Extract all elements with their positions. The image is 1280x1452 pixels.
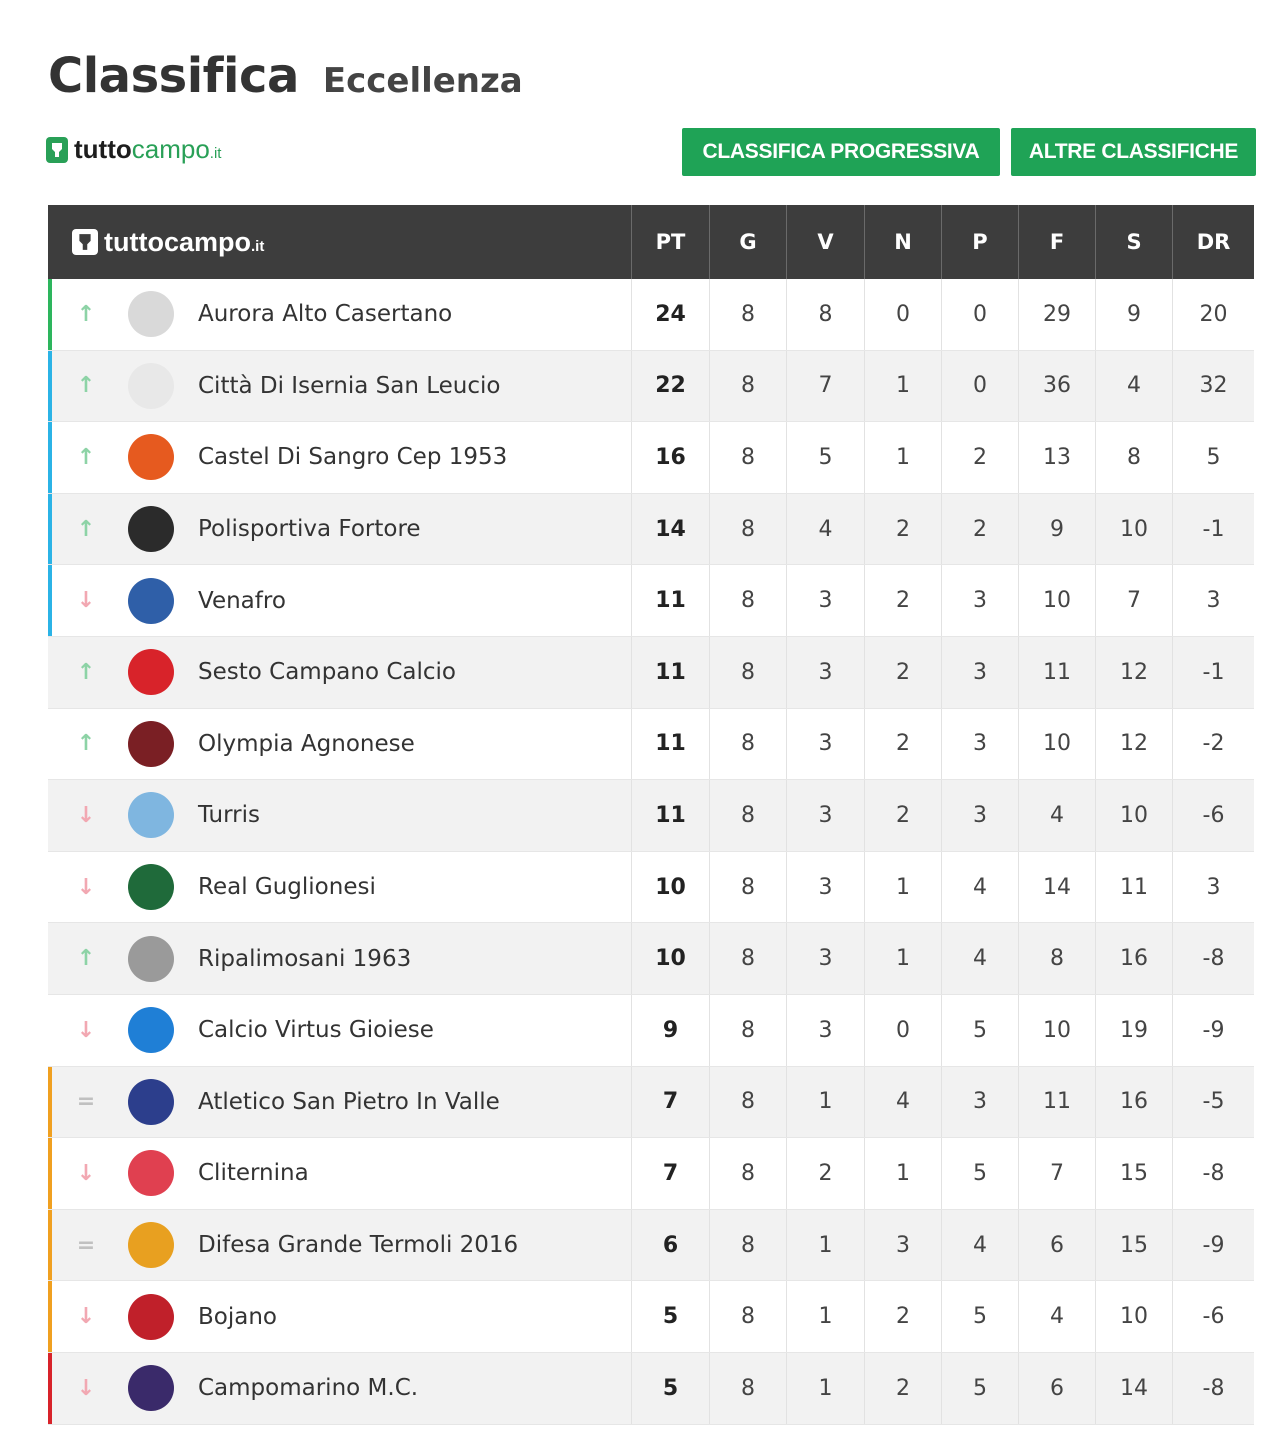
cell-p: 3 — [942, 709, 1019, 780]
table-row[interactable] — [48, 351, 1254, 423]
cell-p: 5 — [942, 1353, 1019, 1424]
team-crest-icon — [128, 363, 174, 409]
cell-v: 4 — [787, 494, 865, 565]
brand-name-a: tutto — [104, 226, 164, 257]
team-cell — [48, 351, 632, 422]
cell-n: 1 — [865, 351, 942, 422]
cell-s: 16 — [1096, 1067, 1173, 1138]
header-dr[interactable]: DR — [1196, 230, 1231, 254]
cell-dr: -6 — [1202, 1304, 1225, 1330]
team-crest-icon — [128, 506, 174, 552]
cell-v: 8 — [787, 279, 865, 350]
equal-icon: = — [76, 1232, 96, 1258]
team-cell — [48, 995, 632, 1066]
team-cell — [48, 1210, 632, 1281]
zone-indicator — [48, 494, 52, 565]
cell-v: 7 — [787, 351, 865, 422]
arrow-up-icon: ↑ — [76, 946, 96, 972]
team-name-link[interactable]: Castel Di Sangro Cep 1953 — [198, 444, 508, 471]
arrow-down-icon: ↓ — [76, 874, 96, 900]
arrow-down-icon: ↓ — [76, 1304, 96, 1330]
header-pt[interactable]: PT — [632, 205, 710, 279]
cell-g: 8 — [710, 494, 787, 565]
brand-wordmark — [104, 227, 264, 258]
team-crest-icon — [128, 721, 174, 767]
cell-pt: 7 — [632, 1067, 710, 1138]
team-crest-icon — [128, 1294, 174, 1340]
team-cell — [48, 565, 632, 636]
team-name-link[interactable]: Cliternina — [198, 1160, 309, 1187]
cell-pt: 11 — [632, 780, 710, 851]
zone-indicator — [48, 709, 52, 780]
team-name-link[interactable]: Sesto Campano Calcio — [198, 659, 456, 686]
cell-v: 3 — [787, 637, 865, 708]
zone-indicator — [48, 1138, 52, 1209]
zone-indicator — [48, 923, 52, 994]
cell-v: 3 — [787, 780, 865, 851]
cell-f: 10 — [1019, 709, 1096, 780]
team-name-link[interactable]: Real Guglionesi — [198, 874, 376, 901]
cell-g: 8 — [710, 1353, 787, 1424]
table-row[interactable] — [48, 1210, 1254, 1282]
cell-p: 5 — [942, 995, 1019, 1066]
team-cell — [48, 923, 632, 994]
team-crest-icon — [128, 1007, 174, 1053]
team-crest-icon — [128, 1079, 174, 1125]
cell-g: 8 — [710, 1138, 787, 1209]
cell-s: 10 — [1096, 780, 1173, 851]
cell-pt: 22 — [632, 351, 710, 422]
cell-s: 14 — [1096, 1353, 1173, 1424]
team-crest-icon — [128, 578, 174, 624]
cell-s: 12 — [1096, 709, 1173, 780]
team-crest-icon — [128, 936, 174, 982]
cell-f: 6 — [1019, 1210, 1096, 1281]
zone-indicator — [48, 422, 52, 493]
table-row[interactable] — [48, 1138, 1254, 1210]
team-crest-icon — [128, 1365, 174, 1411]
cell-g: 8 — [710, 1067, 787, 1138]
team-cell — [48, 1353, 632, 1424]
page-header — [48, 48, 523, 104]
cell-p: 3 — [942, 565, 1019, 636]
cell-v: 1 — [787, 1281, 865, 1352]
cell-g: 8 — [710, 637, 787, 708]
tuttocampo-logo-icon — [46, 137, 68, 163]
brand-name-c: .it — [251, 237, 265, 255]
cell-pt: 9 — [632, 995, 710, 1066]
cell-dr: -1 — [1202, 659, 1225, 685]
header-s[interactable]: S — [1096, 205, 1173, 279]
table-row[interactable] — [48, 995, 1254, 1067]
cell-v: 3 — [787, 995, 865, 1066]
team-cell — [48, 780, 632, 851]
team-name-link[interactable]: Campomarino M.C. — [198, 1375, 419, 1402]
cell-n: 2 — [865, 1353, 942, 1424]
cell-n: 1 — [865, 422, 942, 493]
table-row[interactable] — [48, 780, 1254, 852]
team-cell — [48, 279, 632, 350]
cell-f: 36 — [1019, 351, 1096, 422]
cell-dr: -5 — [1202, 1089, 1225, 1115]
cell-dr: -6 — [1202, 802, 1225, 828]
arrow-down-icon: ↓ — [76, 588, 96, 614]
cell-n: 0 — [865, 995, 942, 1066]
cell-p: 5 — [942, 1138, 1019, 1209]
cell-p: 2 — [942, 422, 1019, 493]
tuttocampo-logo-icon — [72, 229, 98, 255]
cell-dr: 3 — [1206, 874, 1221, 900]
altre-classifiche-button[interactable]: ALTRE CLASSIFICHE — [1011, 128, 1256, 176]
cell-p: 2 — [942, 494, 1019, 565]
cell-pt: 11 — [632, 637, 710, 708]
cell-p: 3 — [942, 780, 1019, 851]
cell-s: 12 — [1096, 637, 1173, 708]
arrow-down-icon: ↓ — [76, 1160, 96, 1186]
cell-s: 11 — [1096, 852, 1173, 923]
header-v[interactable]: V — [787, 205, 865, 279]
table-header-brand — [48, 205, 632, 279]
cell-g: 8 — [710, 709, 787, 780]
arrow-up-icon: ↑ — [76, 731, 96, 757]
team-name-link[interactable]: Bojano — [198, 1303, 277, 1330]
team-name-link[interactable]: Olympia Agnonese — [198, 730, 415, 757]
cell-g: 8 — [710, 565, 787, 636]
zone-indicator — [48, 1210, 52, 1281]
cell-n: 3 — [865, 1210, 942, 1281]
cell-f: 4 — [1019, 1281, 1096, 1352]
zone-indicator — [48, 1067, 52, 1138]
equal-icon: = — [76, 1089, 96, 1115]
table-row[interactable] — [48, 494, 1254, 566]
cell-g: 8 — [710, 279, 787, 350]
cell-p: 3 — [942, 637, 1019, 708]
table-row[interactable] — [48, 1067, 1254, 1139]
cell-f: 14 — [1019, 852, 1096, 923]
arrow-down-icon: ↓ — [76, 1017, 96, 1043]
cell-p: 4 — [942, 1210, 1019, 1281]
cell-g: 8 — [710, 422, 787, 493]
cell-v: 5 — [787, 422, 865, 493]
team-name-link[interactable]: Polisportiva Fortore — [198, 516, 421, 543]
cell-dr: -8 — [1202, 946, 1225, 972]
zone-indicator — [48, 351, 52, 422]
zone-indicator — [48, 1353, 52, 1424]
table-row[interactable] — [48, 565, 1254, 637]
cell-pt: 16 — [632, 422, 710, 493]
team-name-link[interactable]: Venafro — [198, 587, 286, 614]
table-row[interactable] — [48, 709, 1254, 781]
cell-f: 4 — [1019, 780, 1096, 851]
cell-f: 6 — [1019, 1353, 1096, 1424]
zone-indicator — [48, 565, 52, 636]
cell-n: 4 — [865, 1067, 942, 1138]
arrow-down-icon: ↓ — [76, 802, 96, 828]
cell-p: 0 — [942, 279, 1019, 350]
team-cell — [48, 709, 632, 780]
team-cell — [48, 1281, 632, 1352]
header-p[interactable]: P — [942, 205, 1019, 279]
cell-v: 3 — [787, 852, 865, 923]
brand-name-c: .it — [209, 145, 222, 162]
cell-s: 10 — [1096, 494, 1173, 565]
cell-dr: 3 — [1206, 588, 1221, 614]
standings-table — [48, 205, 1254, 1425]
cell-pt: 7 — [632, 1138, 710, 1209]
cell-n: 1 — [865, 1138, 942, 1209]
team-name-link[interactable]: Ripalimosani 1963 — [198, 945, 412, 972]
table-row[interactable] — [48, 1353, 1254, 1425]
arrow-down-icon: ↓ — [76, 1375, 96, 1401]
cell-p: 5 — [942, 1281, 1019, 1352]
table-row[interactable] — [48, 279, 1254, 351]
cell-v: 1 — [787, 1210, 865, 1281]
team-name-link[interactable]: Città Di Isernia San Leucio — [198, 372, 501, 399]
table-row[interactable] — [48, 923, 1254, 995]
classifica-progressiva-button[interactable]: CLASSIFICA PROGRESSIVA — [682, 128, 1000, 176]
cell-s: 15 — [1096, 1210, 1173, 1281]
cell-s: 10 — [1096, 1281, 1173, 1352]
cell-dr: 5 — [1206, 444, 1221, 470]
cell-v: 1 — [787, 1067, 865, 1138]
cell-pt: 11 — [632, 709, 710, 780]
cell-v: 3 — [787, 565, 865, 636]
cell-n: 2 — [865, 709, 942, 780]
cell-g: 8 — [710, 780, 787, 851]
team-cell — [48, 637, 632, 708]
cell-p: 4 — [942, 923, 1019, 994]
team-cell — [48, 852, 632, 923]
table-row[interactable] — [48, 637, 1254, 709]
cell-p: 0 — [942, 351, 1019, 422]
zone-indicator — [48, 780, 52, 851]
arrow-up-icon: ↑ — [76, 516, 96, 542]
cell-n: 2 — [865, 494, 942, 565]
cell-n: 1 — [865, 923, 942, 994]
team-cell — [48, 1138, 632, 1209]
team-cell — [48, 494, 632, 565]
cell-dr: 32 — [1199, 373, 1228, 399]
team-name-link[interactable]: Turris — [198, 802, 261, 829]
cell-n: 2 — [865, 637, 942, 708]
cell-f: 9 — [1019, 494, 1096, 565]
cell-g: 8 — [710, 351, 787, 422]
cell-pt: 10 — [632, 852, 710, 923]
cell-pt: 14 — [632, 494, 710, 565]
table-row[interactable] — [48, 852, 1254, 924]
zone-indicator — [48, 1281, 52, 1352]
page-title: Classifica — [48, 48, 299, 104]
brand-logo[interactable] — [46, 134, 221, 165]
page-subtitle: Eccellenza — [322, 61, 523, 101]
cell-dr: -1 — [1202, 516, 1225, 542]
cell-pt: 24 — [632, 279, 710, 350]
table-header — [48, 205, 1254, 279]
cell-v: 1 — [787, 1353, 865, 1424]
cell-dr: -8 — [1202, 1160, 1225, 1186]
zone-indicator — [48, 852, 52, 923]
cell-n: 1 — [865, 852, 942, 923]
team-crest-icon — [128, 864, 174, 910]
cell-f: 8 — [1019, 923, 1096, 994]
cell-pt: 5 — [632, 1281, 710, 1352]
team-crest-icon — [128, 649, 174, 695]
cell-s: 19 — [1096, 995, 1173, 1066]
cell-f: 29 — [1019, 279, 1096, 350]
team-crest-icon — [128, 1150, 174, 1196]
team-name-link[interactable]: Aurora Alto Casertano — [198, 301, 453, 328]
cell-s: 7 — [1096, 565, 1173, 636]
cell-v: 3 — [787, 709, 865, 780]
cell-dr: -8 — [1202, 1375, 1225, 1401]
team-name-link[interactable]: Atletico San Pietro In Valle — [198, 1088, 500, 1115]
zone-indicator — [48, 279, 52, 350]
cell-pt: 6 — [632, 1210, 710, 1281]
cell-p: 4 — [942, 852, 1019, 923]
cell-pt: 5 — [632, 1353, 710, 1424]
cell-dr: -9 — [1202, 1017, 1225, 1043]
team-crest-icon — [128, 792, 174, 838]
cell-g: 8 — [710, 995, 787, 1066]
brand-name-a: tutto — [74, 134, 132, 164]
cell-f: 10 — [1019, 995, 1096, 1066]
cell-s: 9 — [1096, 279, 1173, 350]
cell-p: 3 — [942, 1067, 1019, 1138]
cell-s: 16 — [1096, 923, 1173, 994]
cell-f: 11 — [1019, 1067, 1096, 1138]
brand-name-b: campo — [131, 134, 210, 164]
team-cell — [48, 422, 632, 493]
zone-indicator — [48, 995, 52, 1066]
header-f[interactable]: F — [1019, 205, 1096, 279]
cell-dr: 20 — [1199, 301, 1228, 327]
cell-g: 8 — [710, 1281, 787, 1352]
cell-g: 8 — [710, 923, 787, 994]
table-body — [48, 279, 1254, 1425]
cell-pt: 11 — [632, 565, 710, 636]
cell-n: 2 — [865, 780, 942, 851]
cell-pt: 10 — [632, 923, 710, 994]
brand-name-b: campo — [163, 226, 251, 257]
zone-indicator — [48, 637, 52, 708]
cell-v: 2 — [787, 1138, 865, 1209]
arrow-up-icon: ↑ — [76, 444, 96, 470]
cell-dr: -2 — [1202, 731, 1225, 757]
brand-wordmark — [74, 134, 221, 165]
arrow-up-icon: ↑ — [76, 659, 96, 685]
cell-f: 7 — [1019, 1138, 1096, 1209]
cell-s: 4 — [1096, 351, 1173, 422]
team-name-link[interactable]: Calcio Virtus Gioiese — [198, 1017, 434, 1044]
cell-g: 8 — [710, 1210, 787, 1281]
table-row[interactable] — [48, 422, 1254, 494]
team-cell — [48, 1067, 632, 1138]
cell-f: 13 — [1019, 422, 1096, 493]
team-crest-icon — [128, 434, 174, 480]
cell-n: 0 — [865, 279, 942, 350]
cell-s: 8 — [1096, 422, 1173, 493]
team-crest-icon — [128, 1222, 174, 1268]
cell-g: 8 — [710, 852, 787, 923]
cell-n: 2 — [865, 1281, 942, 1352]
cell-f: 11 — [1019, 637, 1096, 708]
cell-s: 15 — [1096, 1138, 1173, 1209]
table-row[interactable] — [48, 1281, 1254, 1353]
header-n[interactable]: N — [865, 205, 942, 279]
arrow-up-icon: ↑ — [76, 301, 96, 327]
cell-v: 3 — [787, 923, 865, 994]
arrow-up-icon: ↑ — [76, 373, 96, 399]
header-g[interactable]: G — [710, 205, 787, 279]
cell-f: 10 — [1019, 565, 1096, 636]
cell-n: 2 — [865, 565, 942, 636]
cell-dr: -9 — [1202, 1232, 1225, 1258]
team-name-link[interactable]: Difesa Grande Termoli 2016 — [198, 1232, 519, 1259]
team-crest-icon — [128, 291, 174, 337]
